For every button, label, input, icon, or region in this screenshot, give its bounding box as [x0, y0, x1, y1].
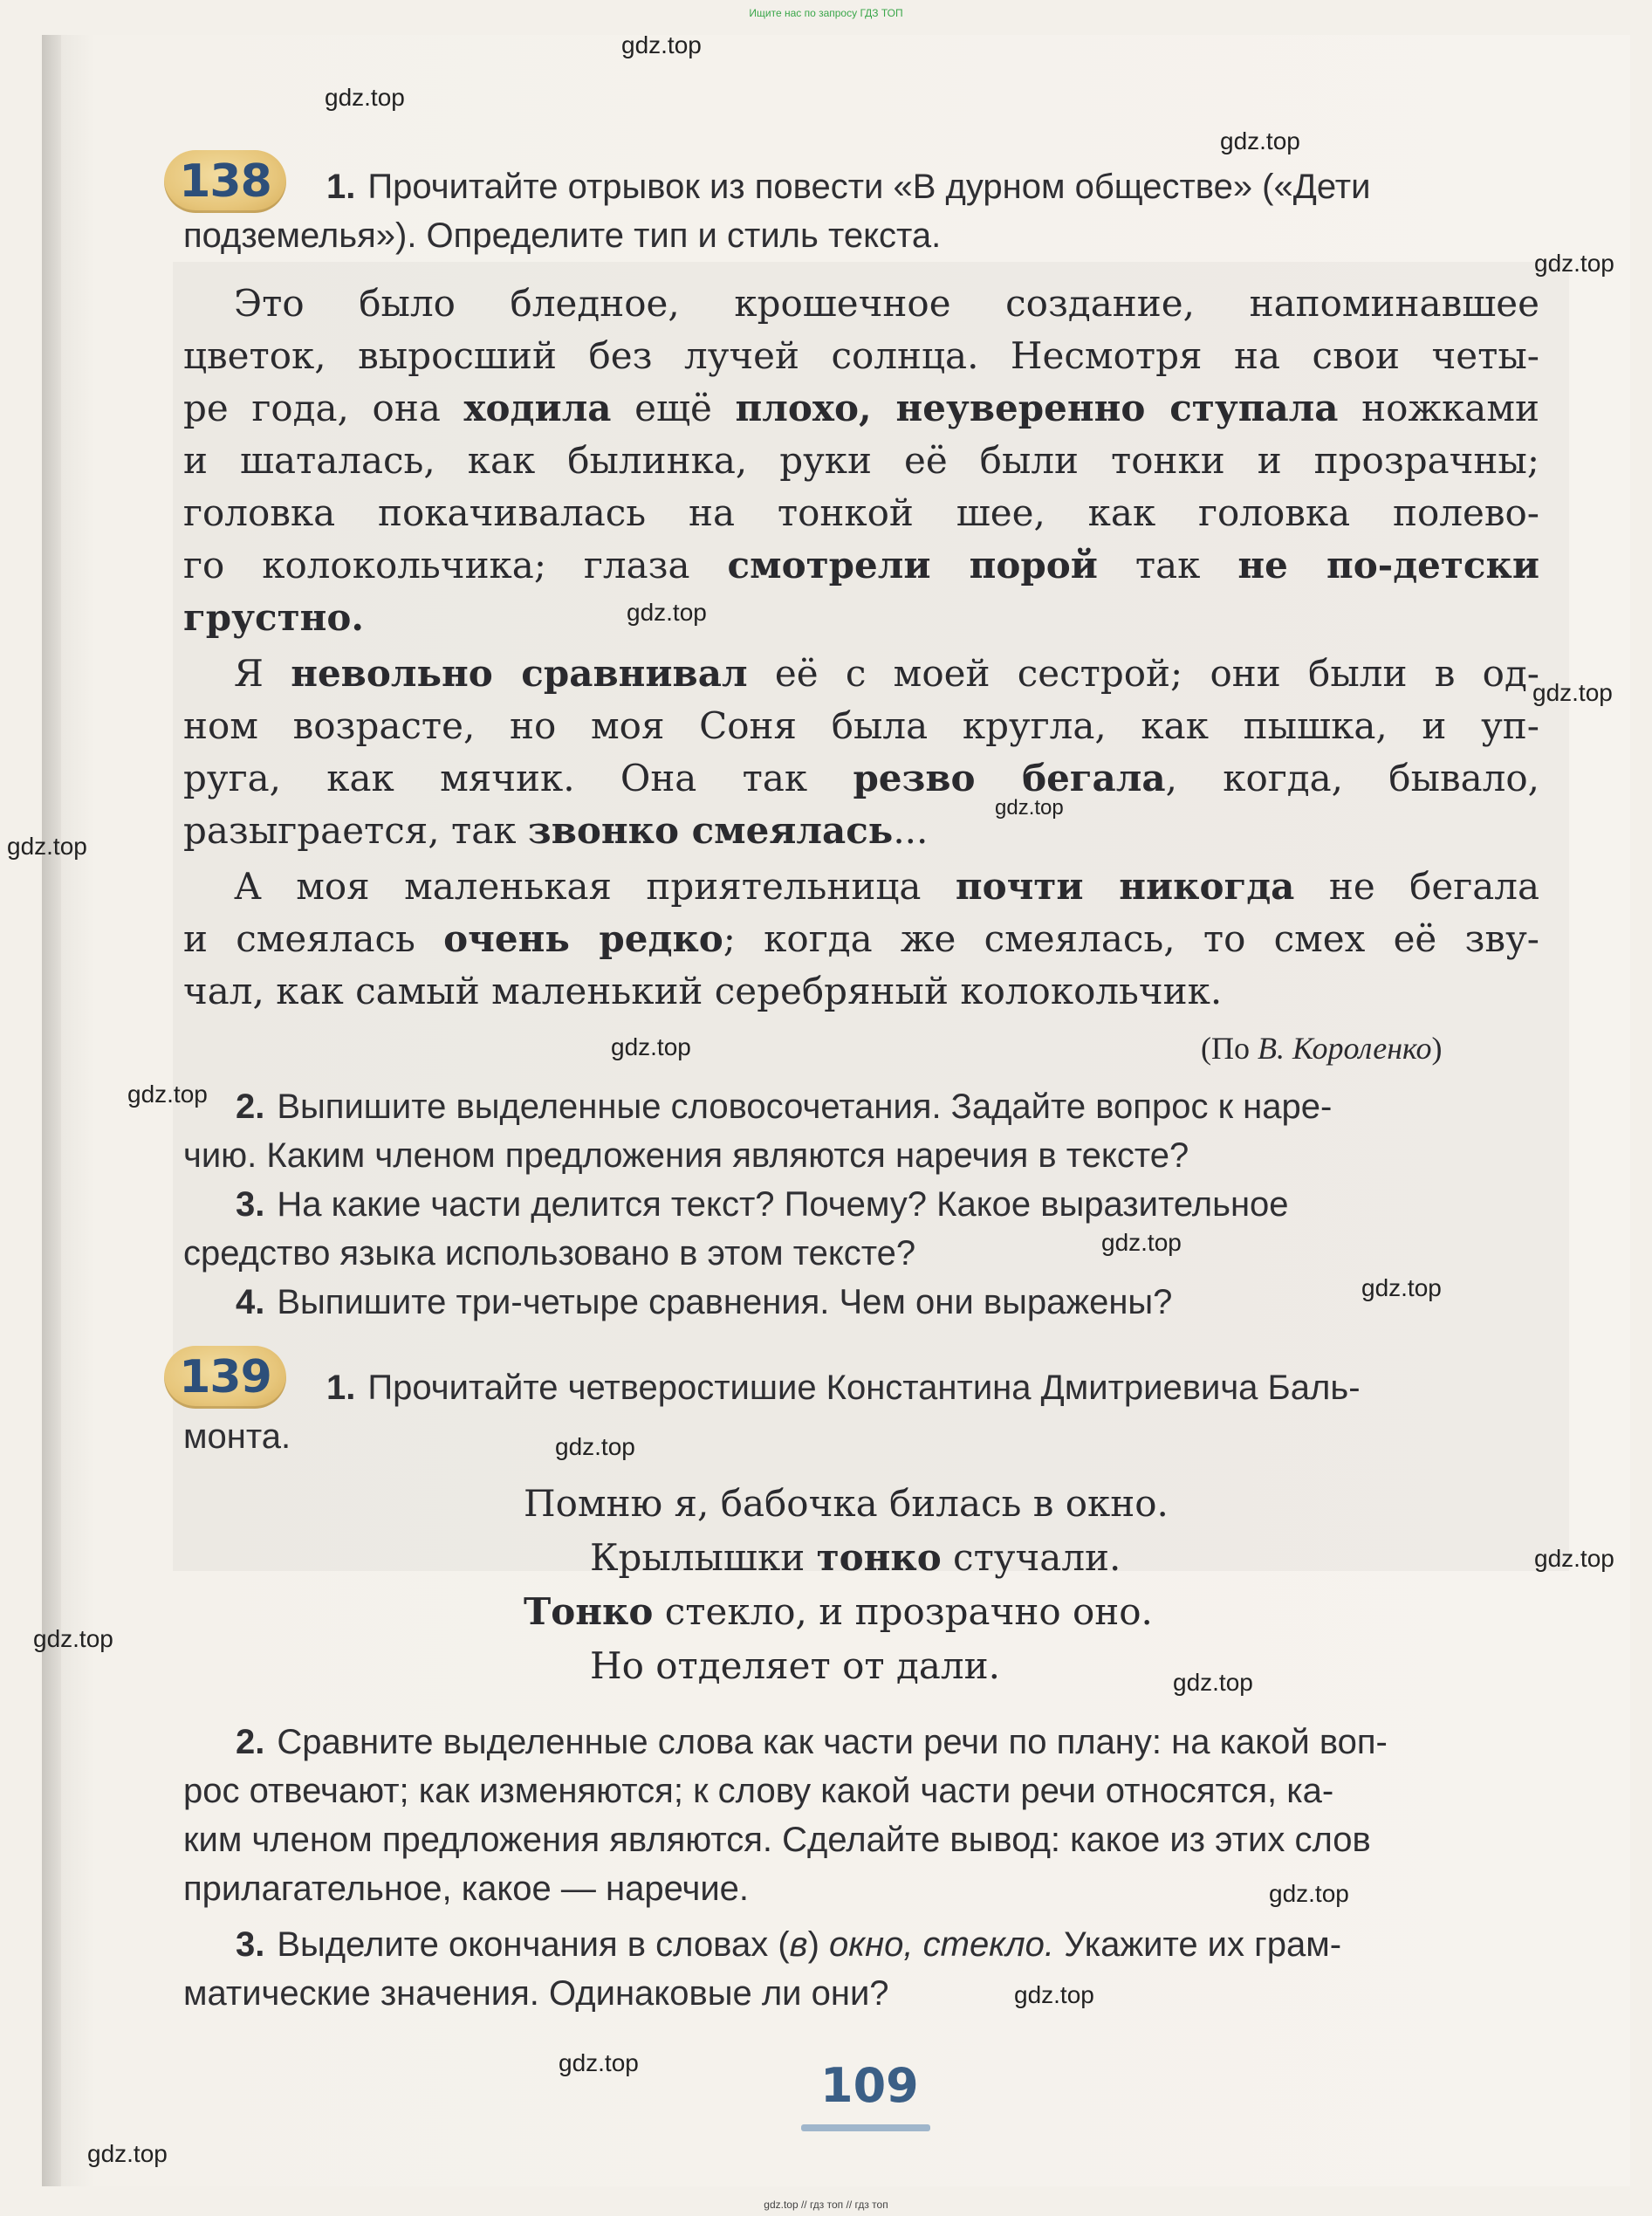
text: руга, как мячик. Она так [183, 757, 853, 799]
p2-line1 [234, 648, 1539, 700]
watermark: gdz.top [127, 1081, 208, 1108]
page-number: 109 [820, 2058, 919, 2113]
italic-text: в [789, 1925, 808, 1964]
task-number: 3. [236, 1925, 265, 1964]
p1-line7 [183, 592, 1539, 644]
watermark: gdz.top [1532, 679, 1613, 706]
watermark: gdz.top [33, 1625, 113, 1652]
text: Крылышки [590, 1536, 817, 1579]
watermark: gdz.top [559, 2049, 639, 2076]
text: На какие части делится текст? Почему? Какое выразительное [277, 1185, 1289, 1224]
ex139-task2 [236, 1718, 1539, 1767]
text: Укажите их грам- [1054, 1925, 1342, 1964]
watermark: gdz.top [1173, 1669, 1253, 1696]
ex138-task1-number: 1. [326, 168, 356, 206]
p1-line6 [183, 539, 1539, 592]
task-number: 2. [236, 1087, 265, 1126]
watermark: gdz.top [1269, 1880, 1349, 1907]
task-number: 3. [236, 1185, 265, 1224]
top-search-note: Ищите нас по запросу ГДЗ ТОП [749, 7, 903, 19]
watermark: gdz.top [1534, 1545, 1614, 1572]
ex138-task1-line2: подземелья»). Определите тип и стиль текста. [183, 216, 942, 255]
p3-line2 [183, 913, 1539, 965]
poem-line4: Но отделяет от дали. [590, 1644, 1000, 1687]
watermark: gdz.top [87, 2140, 168, 2167]
watermark: gdz.top [1101, 1229, 1182, 1256]
text: А моя маленькая приятельница [234, 865, 956, 908]
text: (По [1201, 1031, 1258, 1066]
text: так [1097, 544, 1238, 587]
text: ) [807, 1925, 829, 1964]
exercise-139-badge: 139 [164, 1346, 286, 1409]
p2-line4 [183, 805, 1539, 857]
text: стекло, и прозрачно оно. [653, 1590, 1153, 1633]
ex139-task2-line4: прилагательное, какое — наречие. [183, 1870, 750, 1908]
ex138-task2-line2: чию. Каким членом предложения являются наречия в тексте? [183, 1136, 1189, 1175]
highlighted-word: тонко [816, 1536, 942, 1579]
highlighted-phrase: грустно. [183, 596, 364, 639]
task-number: 4. [236, 1283, 265, 1321]
text: го колокольчика; глаза [183, 544, 728, 587]
p1-line4: и шаталась, как былинка, руки её были тонки и прозрачны; [183, 439, 1539, 482]
author-attribution [1201, 1030, 1443, 1067]
highlighted-phrase: почти никогда [955, 865, 1295, 908]
book-spine-shadow [42, 35, 61, 2186]
text: ножками [1338, 387, 1539, 429]
p1-line3 [183, 382, 1539, 435]
watermark: gdz.top [621, 31, 702, 58]
text: её с моей сестрой; они были в од- [747, 652, 1539, 695]
poem-line3 [524, 1585, 1153, 1639]
highlighted-phrase: резво бегала [853, 757, 1166, 799]
p1-line5: головка покачивалась на тонкой шее, как головка полево- [183, 491, 1539, 534]
ex139-task3 [236, 1920, 1539, 1969]
ex139-task1 [326, 1363, 1539, 1412]
highlighted-phrase: плохо, неуверенно ступала [735, 387, 1339, 429]
text: и смеялась [183, 917, 444, 960]
p2-line2: ном возрасте, но моя Соня была кругла, как пышка, и уп- [183, 704, 1539, 747]
text: , когда, бывало, [1165, 757, 1540, 799]
text: ... [893, 809, 929, 852]
bottom-note: gdz.top // гдз топ // гдз топ [764, 2199, 888, 2211]
p1-line1: Это было бледное, крошечное создание, напоминавшее [234, 282, 1539, 325]
text: Сравните выделенные слова как части речи по плану: на какой воп- [277, 1723, 1388, 1761]
highlighted-phrase: очень редко [443, 917, 723, 960]
text: Прочитайте четверостишие Константина Дмитриевича Баль- [367, 1369, 1361, 1407]
text: ре года, она [183, 387, 464, 429]
task-number: 1. [326, 1369, 356, 1407]
poem-line1: Помню я, бабочка билась в окно. [524, 1482, 1169, 1525]
watermark: gdz.top [1220, 127, 1300, 154]
task-number: 2. [236, 1723, 265, 1761]
ex139-task2-line2: рос отвечают; как изменяются; к слову какой части речи относятся, ка- [183, 1772, 1334, 1810]
p3-line1 [234, 861, 1539, 913]
highlighted-phrase: ходила [463, 387, 612, 429]
watermark: gdz.top [995, 796, 1064, 820]
text: ещё [611, 387, 736, 429]
ex138-task3-line2: средство языка использовано в этом тексте? [183, 1234, 916, 1273]
text: Я [234, 652, 291, 695]
text: Выпишите выделенные словосочетания. Задайте вопрос к наре- [277, 1087, 1333, 1126]
italic-text: окно, стекло. [829, 1925, 1054, 1964]
watermark: gdz.top [1014, 1981, 1094, 2008]
text: разыграется, так [183, 809, 528, 852]
ex138-task4 [236, 1278, 1539, 1327]
watermark: gdz.top [1534, 250, 1614, 277]
watermark: gdz.top [627, 599, 707, 626]
text: не бегала [1294, 865, 1539, 908]
text: Выделите окончания в словах ( [277, 1925, 790, 1964]
highlighted-word: Тонко [524, 1590, 654, 1633]
p3-line3: чал, как самый маленький серебряный колокольчик. [183, 970, 1223, 1012]
page-number-underline [801, 2124, 930, 2131]
ex139-task1-line2: монта. [183, 1417, 291, 1456]
p2-line3 [183, 752, 1539, 805]
highlighted-phrase: смотрели порой [727, 544, 1098, 587]
ex138-task3 [236, 1180, 1539, 1229]
watermark: gdz.top [1361, 1274, 1442, 1301]
watermark: gdz.top [555, 1433, 635, 1460]
watermark: gdz.top [611, 1033, 691, 1060]
exercise-138-badge: 138 [164, 150, 286, 213]
p1-line2: цветок, выросший без лучей солнца. Несмотря на свои четы- [183, 334, 1539, 377]
text: ) [1431, 1031, 1443, 1066]
ex139-task3-line2: матические значения. Одинаковые ли они? [183, 1974, 889, 2013]
text: ; когда же смеялась, то смех её зву- [723, 917, 1539, 960]
watermark: gdz.top [7, 833, 87, 860]
author-name: В. Короленко [1258, 1031, 1432, 1066]
highlighted-phrase: звонко смеялась [527, 809, 894, 852]
ex138-task1 [326, 162, 1539, 211]
highlighted-phrase: не по-детски [1237, 544, 1539, 587]
highlighted-phrase: невольно сравнивал [291, 652, 748, 695]
watermark: gdz.top [325, 84, 405, 111]
ex138-task2 [236, 1082, 1539, 1131]
ex139-task2-line3: ким членом предложения являются. Сделайте вывод: какое из этих слов [183, 1821, 1371, 1859]
text: стучали. [941, 1536, 1121, 1579]
poem-line2 [590, 1531, 1121, 1585]
ex138-task1-line1: Прочитайте отрывок из повести «В дурном обществе» («Дети [367, 168, 1371, 206]
text: Выпишите три-четыре сравнения. Чем они выражены? [277, 1283, 1173, 1321]
